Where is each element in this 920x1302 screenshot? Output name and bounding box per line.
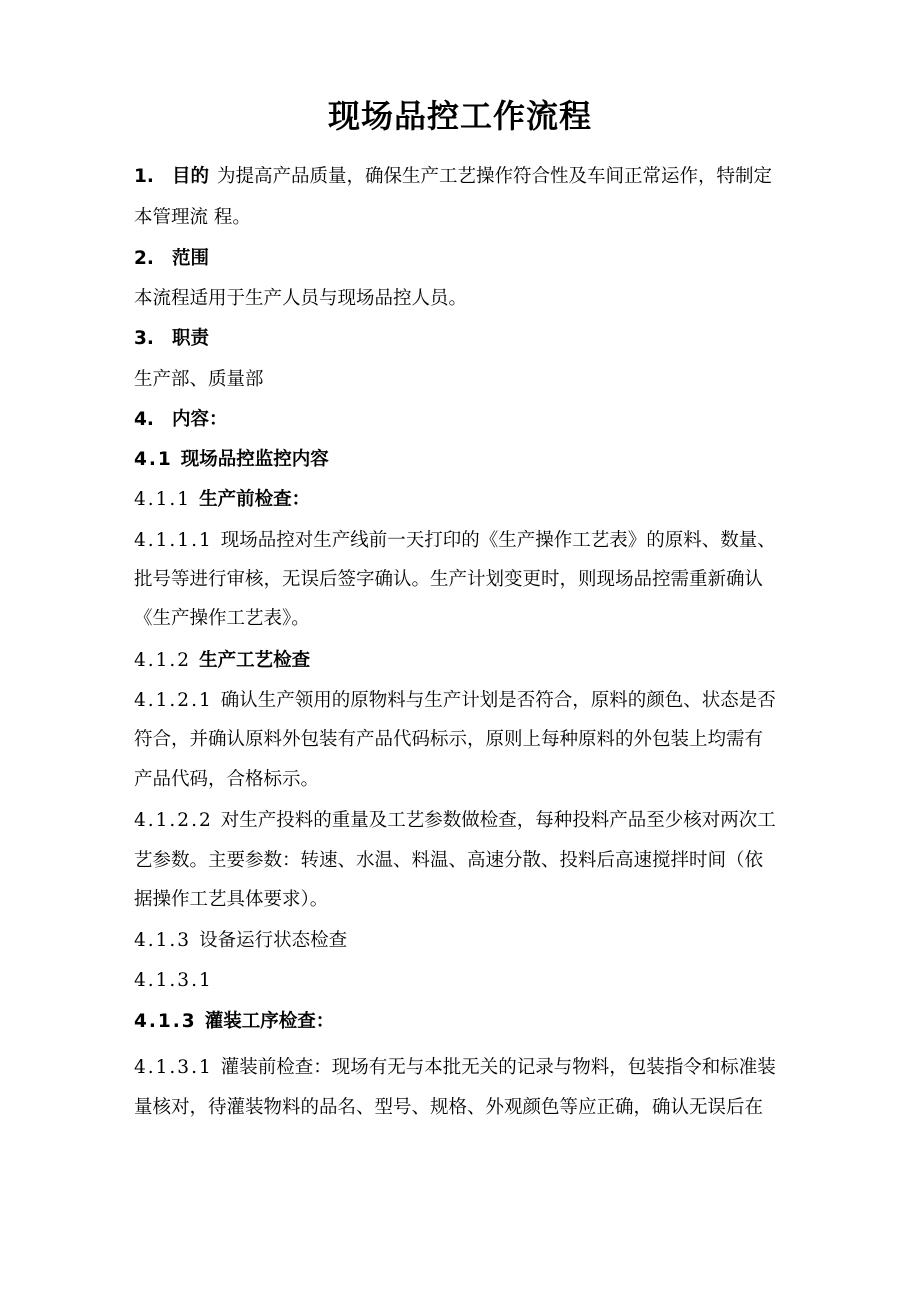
paragraph-text: 为提高产品质量，确保生产工艺操作符合性及车间正常运作，特制定 xyxy=(217,166,773,187)
section-heading: 设备运行状态检查 xyxy=(199,930,348,951)
section-number: 4.1.2 xyxy=(134,650,192,671)
item-4-1-2-2-line-1 xyxy=(134,808,794,834)
item-4-1-3-1-line-2: 量核对，待灌装物料的品名、型号、规格、外观颜色等应正确，确认无误后在 xyxy=(134,1097,764,1118)
item-4-1-1-1-line-3: 《生产操作工艺表》。 xyxy=(134,608,310,629)
section-heading: 灌装工序检查： xyxy=(204,1011,335,1032)
paragraph-text: 对生产投料的重量及工艺参数做检查，每种投料产品至少核对两次工 xyxy=(220,810,776,831)
section-number: 4.1.1 xyxy=(134,489,192,510)
section-heading: 职责 xyxy=(172,328,210,349)
item-4-1-2-2-line-3: 据操作工艺具体要求）。 xyxy=(134,889,329,910)
section-purpose-line-2: 本管理流 程。 xyxy=(134,207,251,228)
section-number: 2. xyxy=(134,248,154,269)
section-heading: 范围 xyxy=(172,248,210,269)
section-heading: 生产前检查： xyxy=(199,489,311,510)
paragraph-text: 灌装前检查：现场有无与本批无关的记录与物料，包装指令和标准装 xyxy=(220,1057,776,1078)
paragraph-text: 确认生产领用的原物料与生产计划是否符合，原料的颜色、状态是否 xyxy=(220,690,776,711)
section-content-heading xyxy=(134,407,794,433)
page-title: 现场品控工作流程 xyxy=(327,97,592,135)
section-number: 4.1.3.1 xyxy=(134,970,213,991)
item-4-1-2-2-line-2: 艺参数。主要参数：转速、水温、料温、高速分散、投料后高速搅拌时间（依 xyxy=(134,850,764,871)
section-heading: 生产工艺检查 xyxy=(199,650,311,671)
section-duty-heading xyxy=(134,326,794,352)
section-purpose-line-1 xyxy=(134,164,794,190)
item-4-1-2-1-line-1 xyxy=(134,688,794,714)
section-number: 4.1 xyxy=(134,449,173,470)
section-scope-text: 本流程适用于生产人员与现场品控人员。 xyxy=(134,288,468,309)
paragraph-text: 现场品控对生产线前一天打印的《生产操作工艺表》的原料、数量、 xyxy=(220,530,776,551)
section-number: 4.1.3.1 xyxy=(134,1057,213,1078)
item-4-1-1-1-line-1 xyxy=(134,528,794,554)
section-number: 4.1.1.1 xyxy=(134,530,213,551)
section-heading: 目的 xyxy=(172,166,210,187)
section-number: 4.1.3 xyxy=(134,930,192,951)
section-scope-heading xyxy=(134,246,794,272)
section-number: 4. xyxy=(134,409,154,430)
item-4-1-3-1-line-1 xyxy=(134,1055,794,1081)
item-4-1-2-1-line-3: 产品代码，合格标示。 xyxy=(134,769,320,790)
section-heading: 内容： xyxy=(172,409,228,430)
item-4-1-2-1-line-2: 符合，并确认原料外包装有产品代码标示，原则上每种原料的外包装上均需有 xyxy=(134,729,764,750)
item-4-1-1-1-line-2: 批号等进行审核，无误后签字确认。生产计划变更时，则现场品控需重新确认 xyxy=(134,569,764,590)
subsection-4-1-3-equipment-heading xyxy=(134,928,794,954)
subsection-4-1-2-heading xyxy=(134,648,794,674)
section-number: 4.1.2.1 xyxy=(134,690,213,711)
subsection-4-1-heading xyxy=(134,447,794,473)
section-number: 4.1.3 xyxy=(134,1011,197,1032)
section-heading: 现场品控监控内容 xyxy=(180,449,329,470)
section-number: 1. xyxy=(134,166,154,187)
section-number: 4.1.2.2 xyxy=(134,810,213,831)
section-duty-text: 生产部、质量部 xyxy=(134,369,264,390)
item-4-1-3-1-empty xyxy=(134,968,794,994)
section-number: 3. xyxy=(134,328,154,349)
subsection-4-1-3-filling-heading xyxy=(134,1009,794,1035)
subsection-4-1-1-heading xyxy=(134,487,794,513)
